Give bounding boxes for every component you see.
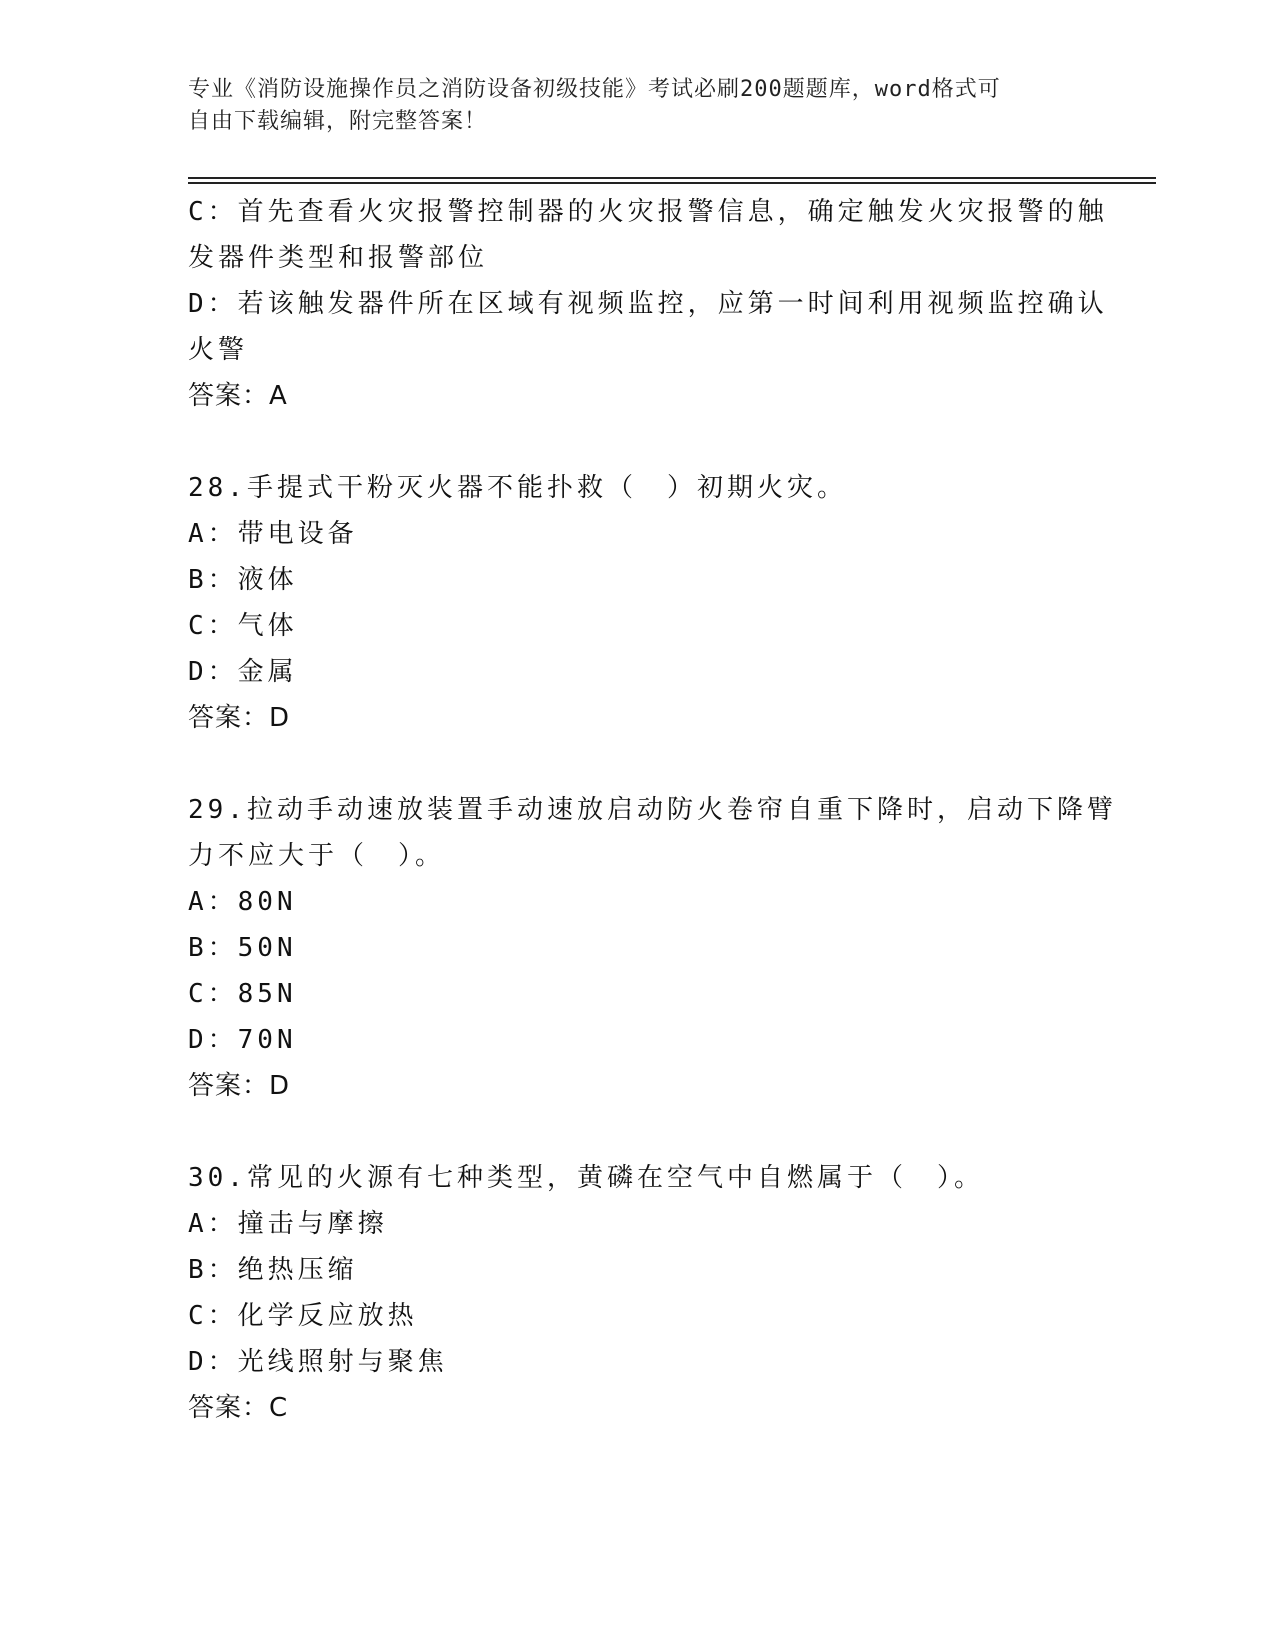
option-d: D：金属 [188,657,298,687]
option-b: B：50N [188,933,297,963]
question-stem: 30.常见的火源有七种类型，黄磷在空气中自燃属于（ ）。 [188,1163,984,1193]
question-28 [188,465,1088,741]
option-a: A：撞击与摩擦 [188,1209,388,1239]
spacer [188,1109,1088,1155]
option-a: A：80N [188,887,297,917]
question-stem-line-1: 29.拉动手动速放装置手动速放启动防火卷帘自重下降时，启动下降臂 [188,795,1117,825]
document-header [188,74,1088,138]
answer-28: 答案：D [188,703,291,733]
option-b: B：液体 [188,565,298,595]
answer-27: 答案：A [188,381,288,411]
header-rule-top [188,177,1156,179]
question-stem: 28.手提式干粉灭火器不能扑救（ ）初期火灾。 [188,473,847,503]
question-30 [188,1155,1088,1431]
option-b: B：绝热压缩 [188,1255,358,1285]
spacer [188,741,1088,787]
option-c: C：化学反应放热 [188,1301,418,1331]
option-c-line-1: C：首先查看火灾报警控制器的火灾报警信息，确定触发火灾报警的触 [188,197,1108,227]
question-29 [188,787,1117,1109]
option-d-line-2: 火警 [188,335,249,365]
question-stem-line-2: 力不应大于（ ）。 [188,841,446,871]
option-c: C：85N [188,979,297,1009]
option-a: A：带电设备 [188,519,358,549]
answer-30: 答案：C [188,1393,289,1423]
option-d-line-1: D：若该触发器件所在区域有视频监控，应第一时间利用视频监控确认 [188,289,1108,319]
spacer [188,419,1088,465]
header-line-1: 专业《消防设施操作员之消防设备初级技能》考试必刷200题题库，word格式可 [188,77,1001,102]
option-c-line-2: 发器件类型和报警部位 [188,243,489,273]
option-d: D：光线照射与聚焦 [188,1347,448,1377]
option-d: D：70N [188,1025,297,1055]
header-line-2: 自由下载编辑，附完整答案！ [188,109,488,134]
option-c: C：气体 [188,611,298,641]
header-rule-bottom [188,182,1156,184]
question-content [188,189,1117,1431]
answer-29: 答案：D [188,1071,291,1101]
question-27-continuation [188,189,1108,419]
